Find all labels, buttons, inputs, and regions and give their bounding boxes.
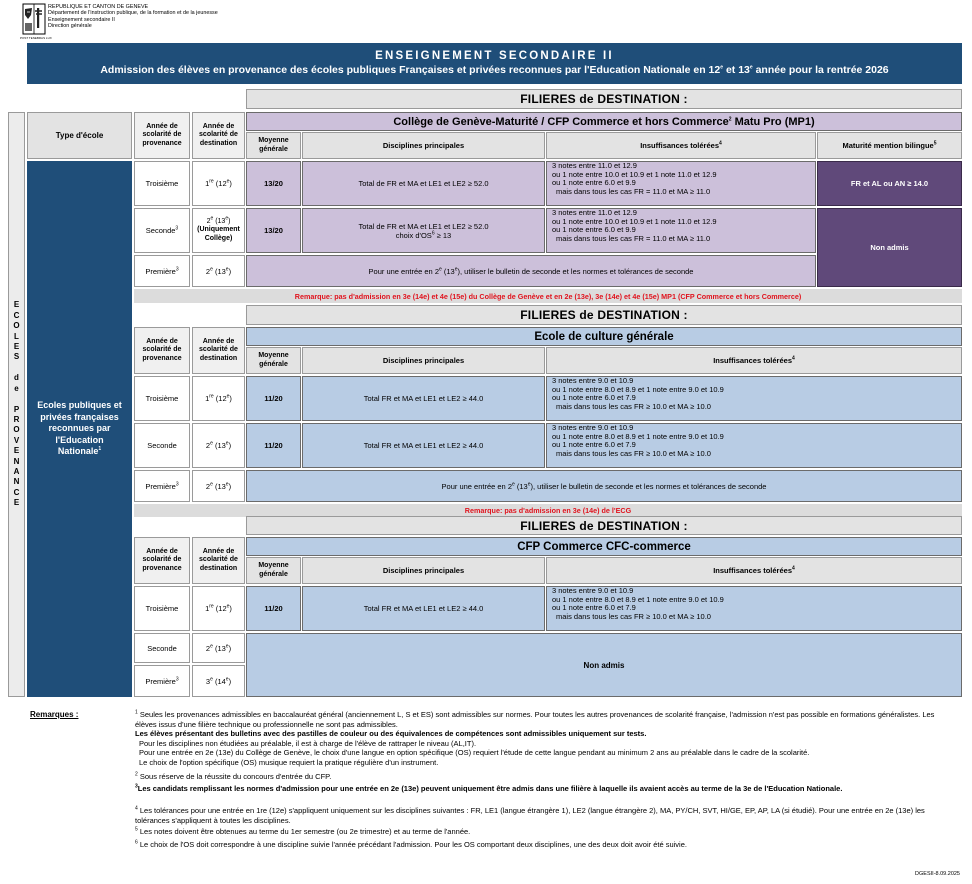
bilingue-header: Maturité mention bilingue$^5$ bbox=[817, 132, 962, 159]
header-text bbox=[48, 4, 218, 30]
disciplines-value: Total FR et MA et LE1 et LE2 ≥ 44.0 bbox=[302, 376, 545, 421]
annee-destination-header: Année de scolarité de destination bbox=[192, 537, 245, 584]
dest-1re-12e: 1re (12e) bbox=[192, 161, 245, 206]
document-reference: DGESII-8.09.2025 bbox=[915, 871, 960, 877]
annee-destination-header: Année de scolarité de destination bbox=[192, 112, 245, 159]
footnote-5: $^5$ Les notes doivent être obtenues au terme du 1er semestre (ou 2e trimestre) et au terme de l'année. bbox=[135, 826, 471, 836]
program-college: Collège de Genève-Maturité / CFP Commerce et hors Commerce$^2$ Matu Pro (MP1) bbox=[246, 112, 962, 131]
moyenne-value: 11/20 bbox=[246, 586, 301, 631]
tolerances-value: 3 notes entre 11.0 et 12.9 ou 1 note entre 10.0 et 10.9 et 1 note 11.0 et 12.9 ou 1 note entre 6.0 et 9.9 mais dans tous les cas FR = 11.0 et MA ≥ 11.0 bbox=[546, 161, 816, 206]
moyenne-value: 11/20 bbox=[246, 376, 301, 421]
annee-provenance-header: Année de scolarité de provenance bbox=[134, 112, 190, 159]
header-line: Direction générale bbox=[48, 23, 92, 30]
premiere-note: Pour une entrée en 2e (13e), utiliser le bulletin de seconde et les normes et tolérances de seconde bbox=[246, 470, 962, 502]
footnote-4: $^4$ Les tolérances pour une entrée en 1re (12e) s'appliquent uniquement sur les disciplines suivantes : FR, LE1 (langue étrangère 1), LE2 (langue étrangère 2), MA, PY/CH, SVT, HI/GE, EP, AP, LA (si étudié). Pour une entrée en 2e (13e) les tolérances s'appliquent à toutes les disciplines. bbox=[135, 805, 925, 825]
header-line: REPUBLIQUE ET CANTON DE GENEVE bbox=[48, 4, 149, 10]
footnote-1e: Le choix de l'option spécifique (OS) musique requiert la pratique régulière d'un instrument. bbox=[139, 757, 439, 767]
canton-logo bbox=[20, 3, 52, 41]
filieres-header: FILIERES de DESTINATION : bbox=[246, 89, 962, 109]
moyenne-value: 13/20 bbox=[246, 208, 301, 253]
moyenne-value: 11/20 bbox=[246, 423, 301, 468]
dest-2e-13e: 2e (13e) bbox=[192, 423, 245, 468]
insuffisances-header: Insuffisances tolérées$^4$ bbox=[546, 557, 962, 584]
program-cfp: CFP Commerce CFC-commerce bbox=[246, 537, 962, 556]
prov-troisieme: Troisième bbox=[134, 376, 190, 421]
program-ecg: Ecole de culture générale bbox=[246, 327, 962, 346]
title-line2: Admission des élèves en provenance des écoles publiques Françaises et privées reconnues par l'Education Nationale en 12e et 13e année pour la rentrée 2026 bbox=[100, 64, 889, 76]
dest-2e-13e: 2e (13e) bbox=[192, 470, 245, 502]
moyenne-header: Moyenne générale bbox=[246, 557, 301, 584]
annee-destination-header: Année de scolarité de destination bbox=[192, 327, 245, 374]
prov-premiere: Première$^3$ bbox=[134, 665, 190, 697]
moyenne-header: Moyenne générale bbox=[246, 347, 301, 374]
disciplines-value: Total de FR et MA et LE1 et LE2 ≥ 52.0 choix $d'OS^6 \ge 13$ bbox=[302, 208, 545, 253]
type-ecole-header: Type d'école bbox=[27, 112, 132, 159]
annee-provenance-header: Année de scolarité de provenance bbox=[134, 537, 190, 584]
ecg-remark: Remarque: pas d'admission en 3e (14e) de l'ECG bbox=[134, 504, 962, 517]
disciplines-header: Disciplines principales bbox=[302, 557, 545, 584]
dest-2e-13e: 2e (13e) (Uniquement Collège) bbox=[192, 208, 245, 253]
footnote-6: $^6$ Le choix de l'OS doit correspondre à une discipline suivie l'année précédant l'admission. Pour les OS comportant deux disciplines, une des deux doit avoir été suivie. bbox=[135, 839, 687, 849]
disciplines-value: Total FR et MA et LE1 et LE2 ≥ 44.0 bbox=[302, 423, 545, 468]
school-type-cell: Ecoles publiques et privées françaises reconnues par l'Education Nationale$^1$ bbox=[27, 161, 132, 697]
prov-seconde: Seconde bbox=[134, 423, 190, 468]
prov-premiere: Première$^3$ bbox=[134, 255, 190, 287]
footnote-2: $^2$ Sous réserve de la réussite du concours d'entrée du CFP. bbox=[135, 771, 332, 781]
dest-1re-12e: 1re (12e) bbox=[192, 376, 245, 421]
footnote-1c: Pour les disciplines non étudiées au préalable, il est à charge de l'élève de rattraper le niveau (AL,IT). bbox=[139, 738, 477, 748]
filieres-header: FILIERES de DESTINATION : bbox=[246, 305, 962, 325]
cfp-non-admis: Non admis bbox=[246, 633, 962, 697]
prov-troisieme: Troisième bbox=[134, 161, 190, 206]
footnote-1d: Pour une entrée en 2e (13e) du Collège de Genève, le choix d'une langue en option spécifique (OS) requiert l'étude de cette langue pendant au minimum 2 ans au préalable dans le cadre de la scolarité. bbox=[139, 748, 810, 757]
moyenne-value: 13/20 bbox=[246, 161, 301, 206]
remarques-label: Remarques : bbox=[30, 710, 79, 719]
insuffisances-header: Insuffisances tolérées$^4$ bbox=[546, 132, 816, 159]
dest-2e-13e: 2e (13e) bbox=[192, 633, 245, 663]
header-line: Enseignement secondaire II bbox=[48, 16, 115, 23]
footnote-1b: Les élèves présentant des bulletins avec des pastilles de couleur ou des équivalences de compétences sont admissibles uniquement sur tests. bbox=[135, 729, 647, 738]
footnote-3: $^3$Les candidats remplissant les normes d'admission pour une entrée en 2e (13e) peuvent uniquement être admis dans une filière à laquelle ils avaient accès au terme de la 3e de l'Education Nationale. bbox=[135, 783, 843, 793]
bilingue-non-admis: Non admis bbox=[817, 208, 962, 287]
prov-seconde: Seconde bbox=[134, 633, 190, 663]
footnotes bbox=[135, 710, 945, 849]
title-line1: ENSEIGNEMENT SECONDAIRE II bbox=[375, 50, 614, 62]
tolerances-value: 3 notes entre 9.0 et 10.9 ou 1 note entre 8.0 et 8.9 et 1 note entre 9.0 et 10.9 ou 1 note entre 6.0 et 7.9 mais dans tous les cas FR ≥ 10.0 et MA ≥ 10.0 bbox=[546, 586, 962, 631]
tolerances-value: 3 notes entre 9.0 et 10.9 ou 1 note entre 8.0 et 8.9 et 1 note entre 9.0 et 10.9 ou 1 note entre 6.0 et 7.9 mais dans tous les cas FR ≥ 10.0 et MA ≥ 10.0 bbox=[546, 423, 962, 468]
tolerances-value: 3 notes entre 11.0 et 12.9 ou 1 note entre 10.0 et 10.9 et 1 note 11.0 et 12.9 ou 1 note entre 6.0 et 9.9 mais dans tous les cas FR = 11.0 et MA ≥ 11.0 bbox=[546, 208, 816, 253]
footnote-1: $^1$ Seules les provenances admissibles en baccalauréat général (anciennement L, S et ES) sont admissibles sur normes. Pour toutes les autres provenances de scolarité française, l'admission n'est pas possible en formations généralistes. Les élèves issus d'une filière technique ou professionnelle ne sont pas admissibles. bbox=[135, 709, 935, 729]
disciplines-value: Total FR et MA et LE1 et LE2 ≥ 44.0 bbox=[302, 586, 545, 631]
disciplines-header: Disciplines principales bbox=[302, 347, 545, 374]
dest-1re-12e: 1re (12e) bbox=[192, 586, 245, 631]
insuffisances-header: Insuffisances tolérées$^4$ bbox=[546, 347, 962, 374]
prov-premiere: Première$^3$ bbox=[134, 470, 190, 502]
ecoles-de-provenance-label: E C O L E S d e P R O V E N A N C E bbox=[8, 112, 25, 697]
filieres-header: FILIERES de DESTINATION : bbox=[246, 516, 962, 535]
disciplines-value: Total de FR et MA et LE1 et LE2 ≥ 52.0 bbox=[302, 161, 545, 206]
tolerances-value: 3 notes entre 9.0 et 10.9 ou 1 note entre 8.0 et 8.9 et 1 note entre 9.0 et 10.9 ou 1 note entre 6.0 et 7.9 mais dans tous les cas FR ≥ 10.0 et MA ≥ 10.0 bbox=[546, 376, 962, 421]
disciplines-header: Disciplines principales bbox=[302, 132, 545, 159]
college-remark: Remarque: pas d'admission en 3e (14e) et 4e (15e) du Collège de Genève et en 2e (13e), 3e (14e) et 4e (15e) MP1 (CFP Commerce et hors Commerce) bbox=[134, 289, 962, 303]
title-banner bbox=[27, 43, 962, 84]
prov-seconde: Seconde$^3$ bbox=[134, 208, 190, 253]
prov-troisieme: Troisième bbox=[134, 586, 190, 631]
dest-2e-13e: 2e (13e) bbox=[192, 255, 245, 287]
header-line: Département de l'instruction publique, de la formation et de la jeunesse bbox=[48, 10, 218, 17]
premiere-note: Pour une entrée en 2e (13e), utiliser le bulletin de seconde et les normes et tolérances de seconde bbox=[246, 255, 816, 287]
bilingue-value: FR et AL ou AN ≥ 14.0 bbox=[817, 161, 962, 206]
logo-motto: POST TENEBRAS LUX bbox=[20, 36, 52, 40]
dest-3e-14e: 3e (14e) bbox=[192, 665, 245, 697]
moyenne-header: Moyenne générale bbox=[246, 132, 301, 159]
annee-provenance-header: Année de scolarité de provenance bbox=[134, 327, 190, 374]
